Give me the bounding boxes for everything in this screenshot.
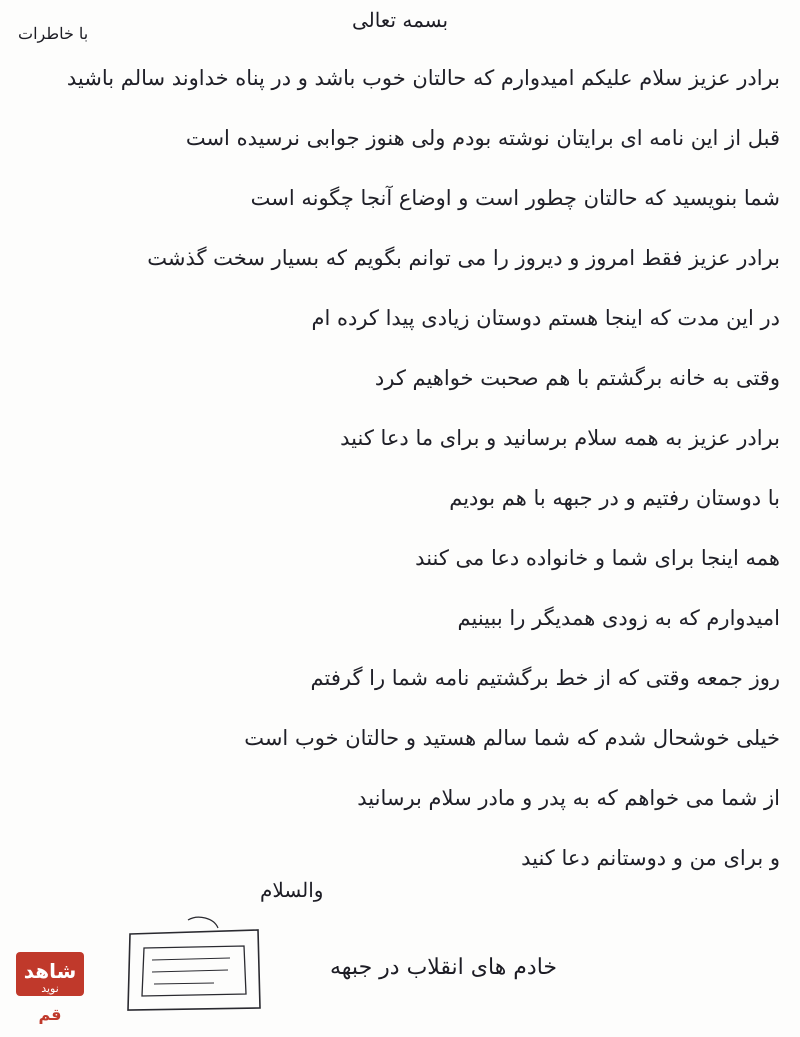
letter-line: امیدوارم که به زودی همدیگر را ببینیم: [457, 606, 780, 630]
letter-line: خیلی خوشحال شدم که شما سالم هستید و حالتان خوب است: [244, 726, 780, 750]
logo-city: قم: [38, 1005, 62, 1024]
closing-text: والسلام: [260, 878, 324, 902]
letter-line: با دوستان رفتیم و در جبهه با هم بودیم: [449, 486, 780, 510]
letter-heading: بسمه تعالی: [351, 8, 449, 32]
letter-line: وقتی به خانه برگشتم با هم صحبت خواهیم کرد: [374, 366, 780, 390]
stamp-mark: [118, 912, 268, 1020]
letter-line: برادر عزیز به همه سلام برسانید و برای ما دعا کنید: [340, 426, 780, 450]
letter-body: [30, 48, 780, 888]
logo-text: شاهد: [23, 959, 77, 983]
signature-text: خادم های انقلاب در جبهه: [330, 955, 558, 980]
letter-line: برادر عزیز سلام علیکم امیدوارم که حالتان خوب باشد و در پناه خداوند سالم باشید: [66, 66, 780, 90]
letter-line: برادر عزیز فقط امروز و دیروز را می توانم بگویم که بسیار سخت گذشت: [147, 246, 780, 270]
letter-line: قبل از این نامه ای برایتان نوشته بودم ولی هنوز جوابی نرسیده است: [185, 126, 780, 150]
logo-icon: [14, 948, 86, 1026]
letter-line: شما بنویسید که حالتان چطور است و اوضاع آنجا چگونه است: [250, 186, 780, 210]
letter-line: روز جمعه وقتی که از خط برگشتیم نامه شما را گرفتم: [310, 666, 780, 690]
letter-line: همه اینجا برای شما و خانواده دعا می کنند: [415, 546, 780, 570]
letter-line: از شما می خواهم که به پدر و مادر سلام برسانید: [357, 786, 780, 810]
letter-line: در این مدت که اینجا هستم دوستان زیادی پیدا کرده ام: [311, 306, 780, 330]
letter-line: و برای من و دوستانم دعا کنید: [521, 846, 780, 870]
corner-note: با خاطرات: [18, 24, 89, 43]
logo-sub: نوید: [41, 982, 59, 995]
